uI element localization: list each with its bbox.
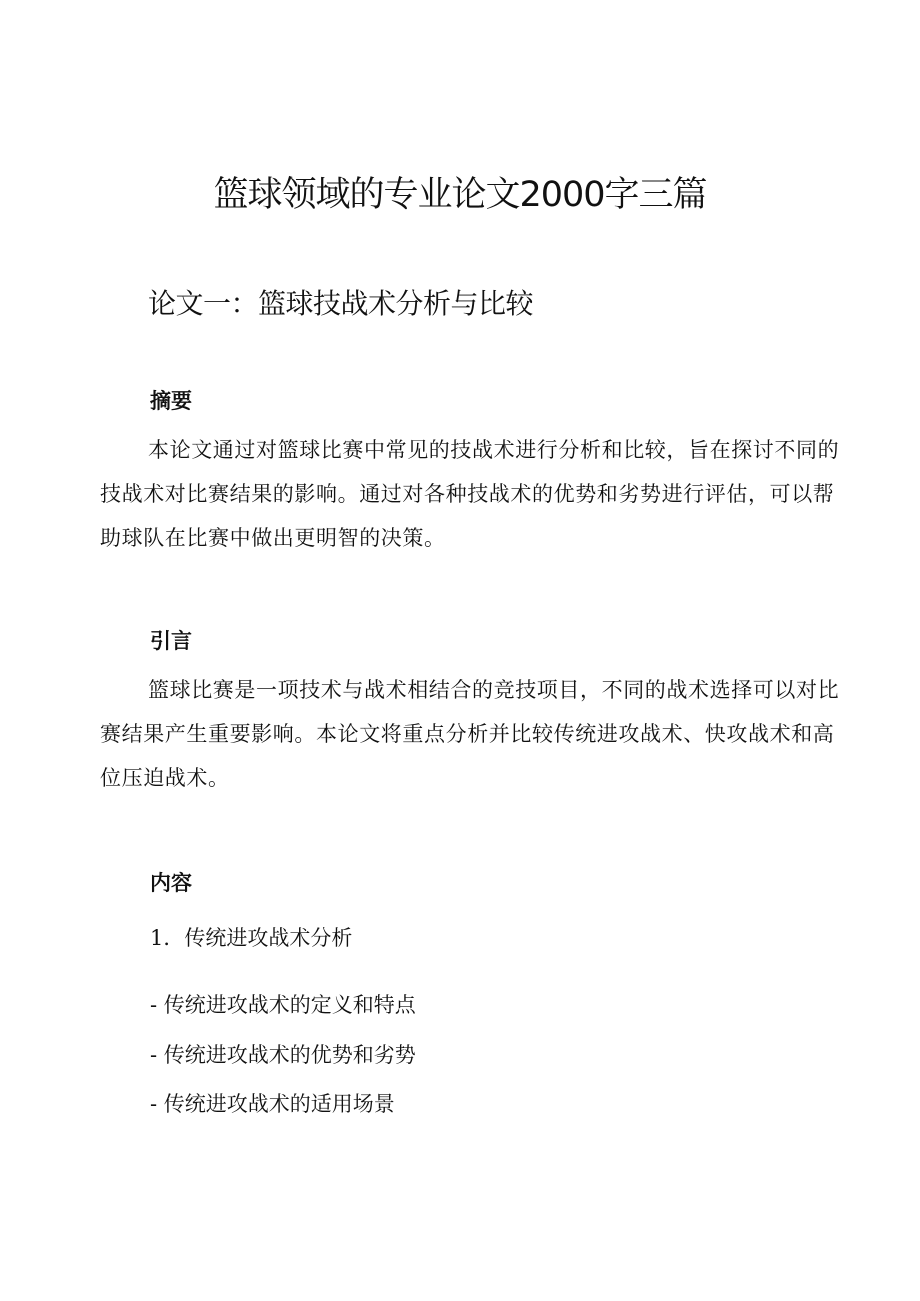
abstract-paragraph: 本论文通过对篮球比赛中常见的技战术进行分析和比较，旨在探讨不同的技战术对比赛结果的影响。通过对各种技战术的优势和劣势进行评估，可以帮助球队在比赛中做出更明智的决策。 — [100, 438, 840, 550]
abstract-heading: 摘要 — [150, 389, 192, 413]
document-title: 篮球领域的专业论文2000字三篇 — [213, 175, 707, 215]
paper-title: 论文一：篮球技战术分析与比较 — [148, 287, 534, 320]
introduction-paragraph: 篮球比赛是一项技术与战术相结合的竞技项目，不同的战术选择可以对比赛结果产生重要影响。本论文将重点分析并比较传统进攻战术、快攻战术和高位压迫战术。 — [100, 678, 840, 790]
list-item: - 传统进攻战术的适用场景 — [150, 1092, 395, 1116]
introduction-heading: 引言 — [150, 629, 192, 653]
list-item: - 传统进攻战术的定义和特点 — [150, 993, 416, 1017]
content-heading: 内容 — [150, 871, 192, 895]
content-section-1-title: 1．传统进攻战术分析 — [150, 926, 353, 950]
list-item: - 传统进攻战术的优势和劣势 — [150, 1043, 416, 1067]
